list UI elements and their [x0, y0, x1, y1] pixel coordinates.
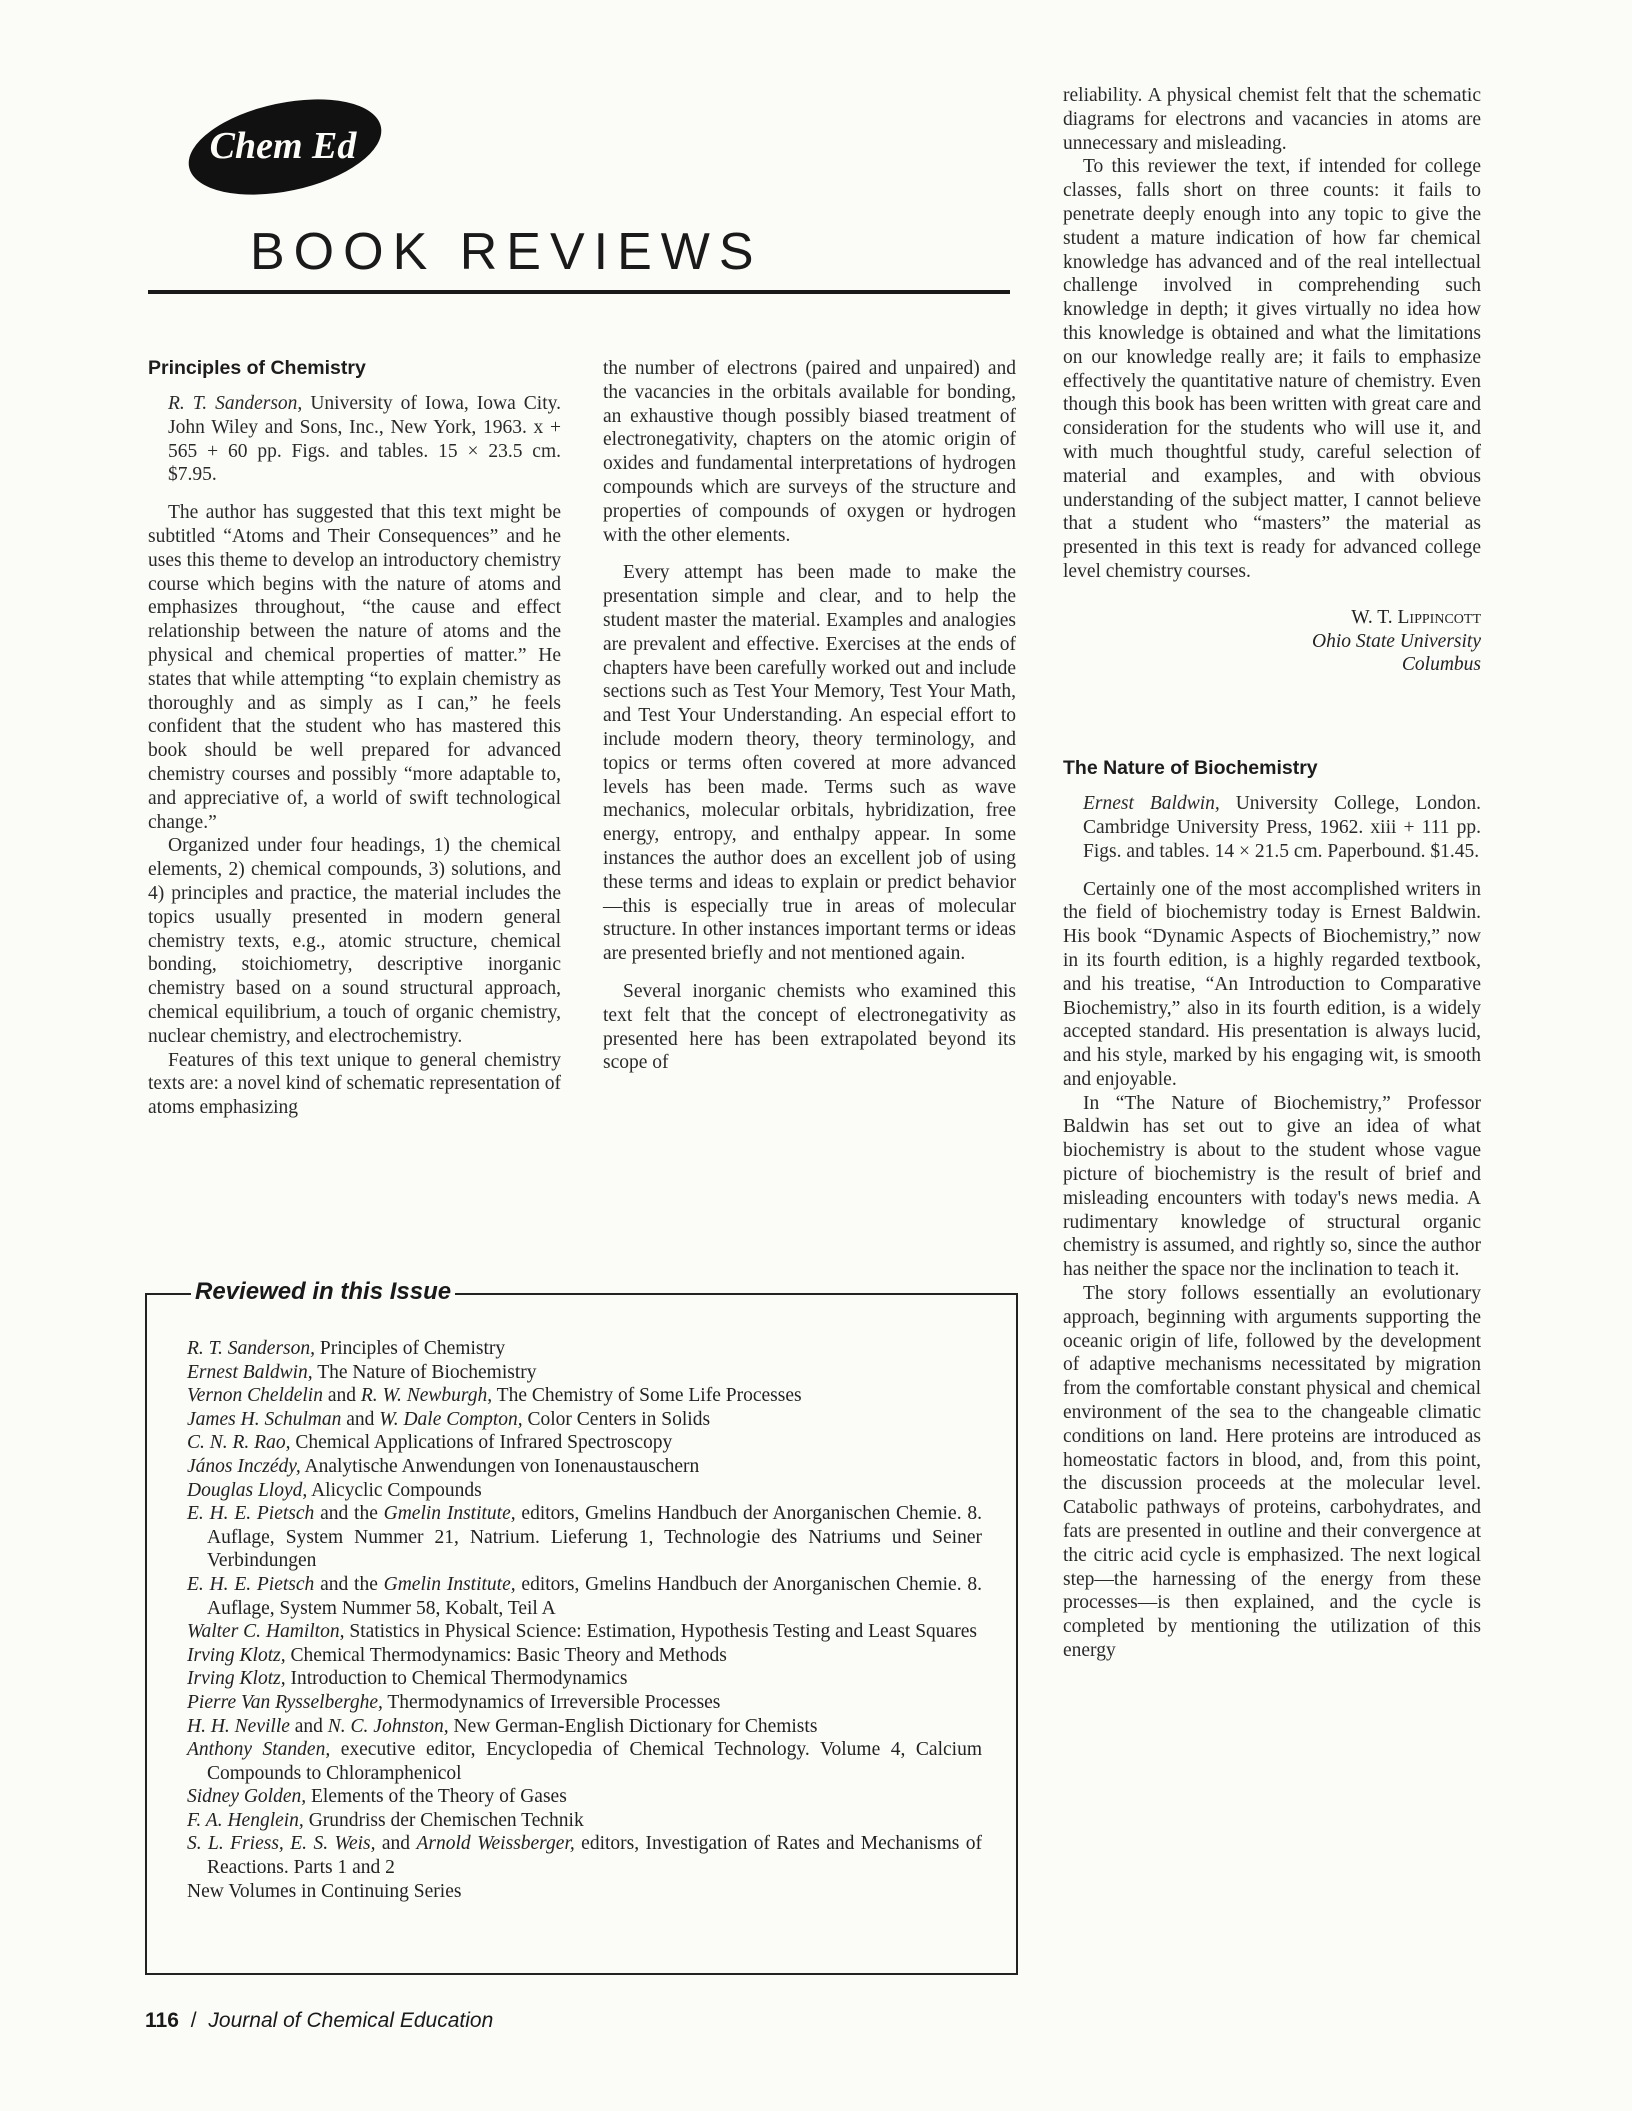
reviewed-item-title: and the	[314, 1503, 384, 1525]
review1-column-1	[148, 357, 561, 1120]
review1-heading: Principles of Chemistry	[148, 357, 366, 379]
reviewed-item-title: Alicyclic Compounds	[307, 1479, 482, 1501]
paragraph: In “The Nature of Biochemistry,” Professor Baldwin has set out to give an idea of what biochemistry is about to the student whose vague picture of biochemistry is the result of brief and misleading encounters with today's news media. A rudimentary knowledge of structural organic chemistry is assumed, and rightly so, since the author has neither the space nor the inclination to teach it.	[1063, 1092, 1481, 1281]
review1-column-3	[1063, 84, 1481, 1663]
paragraph: Certainly one of the most accomplished writers in the field of biochemistry today is Ernest Baldwin. His book “Dynamic Aspects of Biochemistry,” now in its fourth edition, is a highly regarded textbook, and his treatise, “An Introduction to Comparative Biochemistry,” also in its fourth edition, is a widely accepted standard. His presentation is always lucid, and his style, marked by his engaging wit, is smooth and enjoyable.	[1063, 878, 1481, 1090]
reviewed-item-title: Grundriss der Chemischen Technik	[303, 1809, 584, 1831]
reviewer-affiliation: Ohio State University	[1312, 630, 1481, 652]
reviewed-item-title: Statistics in Physical Science: Estimation, Hypothesis Testing and Least Squares	[344, 1621, 977, 1643]
footer-separator: /	[190, 2009, 197, 2032]
reviewed-item-title: executive editor, Encyclopedia of Chemical Technology. Volume 4, Calcium Compounds to Chloramphenicol	[207, 1739, 982, 1784]
paragraph: Every attempt has been made to make the presentation simple and clear, and to help the student master the material. Examples and analogies are prevalent and effective. Exercises at the ends of chapters have been carefully worked out and include sections such as Test Your Memory, Test Your Math, and Test Your Understanding. An especial effort to include modern theory, theory terminology, and topics or terms often covered at more advanced levels has been made. Terms such as wave mechanics, molecular orbitals, hybridization, free energy, entropy, and enthalpy appear. In some instances the author does an excellent job of using these terms and ideas to explain or predict behavior—this is especially true in areas of molecular structure. In other instances important terms or ideas are presented briefly and not mentioned again.	[603, 562, 1016, 965]
review2-citation	[1063, 792, 1481, 863]
reviewed-item-title: editors, Investigation of Rates and Mechanisms of Reactions. Parts 1 and 2	[207, 1833, 983, 1879]
reviewed-item-title: Elements of the Theory of Gases	[306, 1786, 567, 1808]
review2-citation-author: Ernest Baldwin,	[1083, 793, 1220, 815]
reviewed-item-title: The Nature of Biochemistry	[312, 1361, 537, 1383]
logo-text: Chem Ed	[209, 125, 357, 167]
reviewed-in-this-issue-box	[145, 1278, 1018, 1975]
page-number: 116	[145, 2009, 179, 2032]
reviewed-item-title: Chemical Thermodynamics: Basic Theory and Methods	[285, 1644, 727, 1666]
reviewed-item-author: Irving Klotz,	[187, 1668, 286, 1690]
reviewed-item-author: James H. Schulman	[187, 1408, 342, 1430]
reviewed-item-author: Vernon Cheldelin	[187, 1385, 323, 1407]
reviewed-item-author: János Inczédy,	[187, 1455, 301, 1477]
reviewed-item-title: Introduction to Chemical Thermodynamics	[285, 1668, 628, 1690]
reviewed-item-author: R. T. Sanderson,	[187, 1338, 316, 1359]
reviewed-item-title: New German-English Dictionary for Chemists	[448, 1715, 818, 1737]
review1-citation-rest: University of Iowa, Iowa City. John Wiley and Sons, Inc., New York, 1963. x + 565 + 60 pp. Figs. and tables. 15 × 23.5 cm. $7.95.	[168, 393, 561, 486]
page-title: BOOK REVIEWS	[250, 223, 763, 281]
paragraph: the number of electrons (paired and unpaired) and the vacancies in the orbitals available for bonding, an exhaustive though possibly biased treatment of electronegativity, chapters on the atomic origin of oxides and fundamental interpretations of hydrogen compounds which are surveys of the structure and properties of compounds of oxygen or hydrogen with the other elements.	[603, 358, 1016, 546]
reviewed-list-item	[187, 1785, 982, 1809]
reviewed-item-title: The Chemistry of Some Life Processes	[492, 1385, 802, 1407]
reviewed-item-author: Sidney Golden,	[187, 1786, 307, 1808]
paragraph: reliability. A physical chemist felt that the schematic diagrams for electrons and vacancies in atoms are unnecessary and misleading.	[1063, 85, 1481, 154]
review2-citation-rest: University College, London. Cambridge University Press, 1962. xiii + 111 pp. Figs. and tables. 14 × 21.5 cm. Paperbound. $1.45.	[1083, 793, 1481, 862]
reviewed-list	[187, 1337, 982, 1903]
page-footer	[145, 2009, 493, 2033]
reviewed-list-item	[187, 1573, 982, 1620]
reviewed-item-author: Ernest Baldwin,	[187, 1361, 313, 1383]
reviewed-item-title: Chemical Applications of Infrared Spectroscopy	[290, 1432, 673, 1454]
reviewed-item-title: Analytische Anwendungen von Ionenaustauschern	[300, 1455, 700, 1477]
reviewed-item-author: W. Dale Compton,	[379, 1408, 523, 1430]
paragraph: Organized under four headings, 1) the chemical elements, 2) chemical compounds, 3) solutions, and 4) principles and practice, the material includes the topics usually presented in modern general chemistry texts, e.g., atomic structure, chemical bonding, stoichiometry, descriptive inorganic chemistry based on a sound structural approach, chemical equilibrium, a touch of organic chemistry, nuclear chemistry, and electrochemistry.	[148, 835, 561, 1047]
reviewed-item-title: Color Centers in Solids	[522, 1408, 711, 1430]
reviewed-item-author: S. L. Friess, E. S. Weis,	[187, 1833, 376, 1855]
reviewed-item-title: and	[322, 1385, 361, 1407]
reviewed-item-author: C. N. R. Rao,	[187, 1432, 291, 1454]
reviewed-item-title: editors, Gmelins Handbuch der Anorganischen Chemie. 8. Auflage, System Nummer 21, Natrium. Lieferung 1, Technologie des Natriums und Seiner Verbindungen	[207, 1503, 982, 1572]
reviewed-list-item	[187, 1620, 982, 1644]
paragraph: To this reviewer the text, if intended for college classes, falls short on three counts: it fails to penetrate deeply enough into any topic to give the student a mature indication of how far chemical knowledge has advanced and of the real intellectual challenge involved in comprehending such knowledge in depth; it gives virtually no idea how this knowledge is obtained and what the limitations on our knowledge really are; it fails to emphasize effectively the quantitative nature of chemistry. Even though this book has been written with great care and consideration for the students who will use it, and with much thoughtful study, careful selection of material and examples, and with obvious understanding of the subject matter, I cannot believe that a student who “masters” the material as presented in this text is ready for advanced college level chemistry courses.	[1063, 156, 1481, 582]
reviewed-item-author: N. C. Johnston,	[327, 1715, 449, 1737]
reviewed-list-item	[187, 1809, 982, 1833]
reviewed-list-item	[187, 1667, 982, 1691]
reviewed-list-item	[187, 1644, 982, 1668]
reviewed-item-author: Douglas Lloyd,	[187, 1479, 308, 1501]
reviewed-item-title: and	[375, 1833, 417, 1855]
reviewed-list-item	[187, 1337, 982, 1361]
reviewed-list-item	[187, 1691, 982, 1715]
review1-body-col1	[148, 501, 561, 1120]
review1-citation-author: R. T. Sanderson,	[168, 393, 303, 414]
reviewer-name: W. T. Lippincott	[1351, 606, 1481, 628]
reviewed-list-item	[187, 1738, 982, 1785]
reviewed-list-item	[187, 1832, 982, 1879]
reviewed-item-title: and	[341, 1408, 380, 1430]
paragraph: Features of this text unique to general chemistry texts are: a novel kind of schematic representation of atoms emphasizing	[148, 1049, 561, 1119]
reviewed-item-author: E. H. E. Pietsch	[187, 1503, 315, 1525]
reviewed-item-author: Anthony Standen,	[187, 1739, 331, 1761]
reviewed-list-item	[187, 1502, 982, 1573]
review1-body-col3	[1063, 84, 1481, 584]
reviewed-item-author: F. A. Henglein,	[187, 1809, 304, 1831]
reviewed-list-item	[187, 1880, 982, 1904]
reviewed-item-author: Walter C. Hamilton,	[187, 1621, 345, 1643]
reviewed-list-item	[187, 1715, 982, 1739]
paragraph: Several inorganic chemists who examined this text felt that the concept of electronegativity as presented here has been extrapolated beyond its scope of	[603, 980, 1016, 1074]
reviewed-item-title: Principles of Chemistry	[315, 1338, 506, 1359]
reviewed-item-author: Irving Klotz,	[187, 1644, 286, 1666]
reviewed-item-title: and	[289, 1715, 328, 1737]
reviewed-item-title: Thermodynamics of Irreversible Processes	[382, 1691, 721, 1713]
reviewed-item-title: editors, Gmelins Handbuch der Anorganischen Chemie. 8. Auflage, System Nummer 58, Kobalt, Teil A	[207, 1573, 982, 1619]
title-rule	[148, 290, 1010, 294]
review1-body-col2	[603, 357, 1016, 1075]
journal-name: Journal of Chemical Education	[208, 2009, 494, 2032]
reviewed-list-item	[187, 1479, 982, 1503]
reviewed-box-heading: Reviewed in this Issue	[191, 1278, 455, 1306]
review2-heading: The Nature of Biochemistry	[1063, 757, 1318, 780]
reviewed-item-author: Pierre Van Rysselberghe,	[187, 1691, 383, 1713]
reviewed-item-author: R. W. Newburgh,	[360, 1385, 493, 1407]
reviewed-item-title: and the	[314, 1573, 384, 1595]
chem-ed-logo	[178, 92, 388, 202]
reviewed-item-author: E. H. E. Pietsch	[187, 1573, 315, 1595]
review1-citation	[148, 392, 561, 487]
reviewer-city: Columbus	[1401, 654, 1481, 676]
review2-body	[1063, 878, 1481, 1663]
reviewed-list-item	[187, 1408, 982, 1432]
reviewed-item-author: H. H. Neville	[187, 1715, 290, 1737]
reviewed-list-item	[187, 1455, 982, 1479]
review1-column-2	[603, 357, 1016, 1075]
paragraph: The story follows essentially an evolutionary approach, beginning with arguments supporting the oceanic origin of life, followed by the development of adaptive mechanisms necessitated by migration from the comfortable constant physical and chemical environment of the sea to the changeable climatic conditions on land. Here proteins are introduced as homeostatic factors in blood, and, from this point, the discussion proceeds at the molecular level. Catabolic pathways of proteins, carbohydrates, and fats are presented in outline and their convergence at the citric acid cycle is emphasized. The next logical step—the harnessing of the energy from these processes—is then explained, and the cycle is completed by mentioning the utilization of this energy	[1063, 1283, 1481, 1662]
reviewed-item-author: Gmelin Institute,	[383, 1573, 516, 1595]
reviewed-item-title: New Volumes in Continuing Series	[187, 1880, 462, 1902]
reviewed-item-author: Gmelin Institute,	[383, 1503, 516, 1525]
reviewed-list-item	[187, 1384, 982, 1408]
reviewed-list-item	[187, 1361, 982, 1385]
paragraph: The author has suggested that this text might be subtitled “Atoms and Their Consequences” and he uses this theme to develop an introductory chemistry course which begins with the nature of atoms and emphasizes throughout, “the cause and effect relationship between the nature of atoms and the physical and chemical properties of matter.” He states that while attempting “to explain chemistry as thoroughly and as simply as I can,” he feels confident that the student who has mastered this book should be well prepared for advanced chemistry courses and possibly “more adaptable to, and appreciative of, a world of swift technological change.”	[148, 502, 561, 833]
reviewed-item-author: Arnold Weissberger,	[416, 1833, 575, 1855]
reviewer-signature	[1063, 606, 1481, 677]
reviewed-list-item	[187, 1431, 982, 1455]
